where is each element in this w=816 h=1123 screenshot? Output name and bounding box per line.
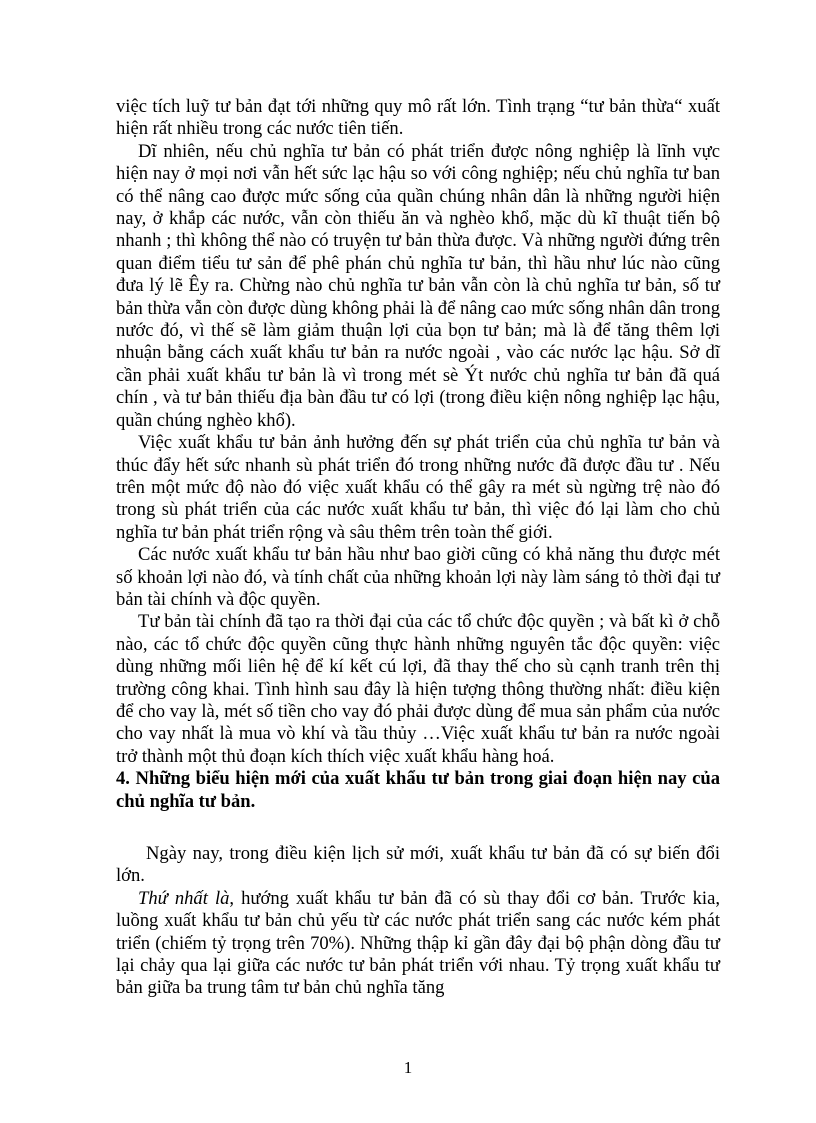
page-number: 1 [403, 1058, 413, 1077]
paragraph-2: Dĩ nhiên, nếu chủ nghĩa tư bản có phát triển được nông nghiệp là lĩnh vực hiện nay ở mọi nơi vẫn hết sức lạc hậu so với công nghiệp; nếu chủ nghĩa tư ban có thể nâng cao được mức sống của quần chúng nhân dân là những người hiện nay, ở khắp các nước, vẫn còn thiếu ăn và nghèo khổ, mặc dù kĩ thuật tiến bộ nhanh ; thì không thể nào có truyện tư bản thừa được. Và những người đứng trên quan điểm tiểu tư sản để phê phán chủ nghĩa tư bản, thì hầu như lúc nào cũng đưa lý lẽ Êy ra. Chừng nào chủ nghĩa tư bản vẫn còn là chủ nghĩa tư bản, số tư bản thừa vẫn còn được dùng không phải là để nâng cao mức sống nhân dân trong nước đó, vì thế sẽ làm giảm thuận lợi của bọn tư bản; mà là để tăng thêm lợi nhuận bằng cách xuất khẩu tư bản ra nước ngoài , vào các nước lạc hậu. Sở dĩ cần phải xuất khẩu tư bản là vì trong mét sè Ýt nước chủ nghĩa tư bản đã quá chín , và tư bản thiếu địa bàn đầu tư có lợi (trong điều kiện nông nghiệp lạc hậu, quần chúng nghèo khổ). [116, 140, 720, 431]
document-body [116, 96, 720, 1000]
paragraph-5: Tư bản tài chính đã tạo ra thời đại của các tổ chức độc quyền ; và bất kì ở chỗ nào, các tổ chức độc quyền cũng thực hành những nguyên tắc độc quyền: việc dùng những mối liên hệ để kí kết cú lợi, đã thay thế cho sù cạnh tranh trên thị trường công khai. Tình hình sau đây là hiện tượng thông thường nhất: điều kiện để cho vay là, mét số tiền cho vay đó phải được dùng để mua sản phẩm của nước cho vay nhất là mua vò khí và tầu thủy …Việc xuất khẩu tư bản ra nước ngoài trở thành một thủ đoạn kích thích việc xuất khẩu hàng hoá. [116, 611, 720, 767]
paragraph-1: việc tích luỹ tư bản đạt tới những quy mô rất lớn. Tình trạng “tư bản thừa“ xuất hiện rất nhiều trong các nước tiên tiến. [116, 96, 720, 140]
intro-paragraph: Ngày nay, trong điều kiện lịch sử mới, xuất khẩu tư bản đã có sự biến đổi lớn. [116, 843, 720, 887]
italic-lead: Thứ nhất là [138, 887, 230, 909]
paragraph-3: Việc xuất khẩu tư bản ảnh hưởng đến sự phát triển của chủ nghĩa tư bản và thúc đẩy hết sức nhanh sù phát triển đó trong những nước đã được đầu tư . Nếu trên một mức độ nào đó việc xuất khẩu có thể gây ra mét sù ngừng trệ nào đó trong sù phát triển của các nước xuất khẩu tư bản, thì việc đó lại làm cho chủ nghĩa tư bản phát triển rộng và sâu thêm trên toàn thế giới. [116, 432, 720, 543]
section-heading: 4. Những biểu hiện mới của xuất khẩu tư bản trong giai đoạn hiện nay của chủ nghĩa tư bản. [116, 768, 720, 812]
paragraph-4: Các nước xuất khẩu tư bản hầu như bao giời cũng có khả năng thu được mét số khoản lợi nào đó, và tính chất của những khoản lợi này làm sáng tỏ thời đại tư bản tài chính và độc quyền. [116, 544, 720, 610]
last-paragraph-text: , hướng xuất khẩu tư bản đã có sù thay đổi cơ bản. Trước kia, luồng xuất khẩu tư bản chủ yếu từ các nước phát triển sang các nước kém phát triển (chiếm tỷ trọng trên 70%). Những thập kỉ gần đây đại bộ phận dòng đầu tư lại chảy qua lại giữa các nước tư bản phát triển với nhau. Tỷ trọng xuất khẩu tư bản giữa ba trung tâm tư bản chủ nghĩa tăng [116, 887, 720, 999]
last-paragraph [116, 888, 720, 1000]
